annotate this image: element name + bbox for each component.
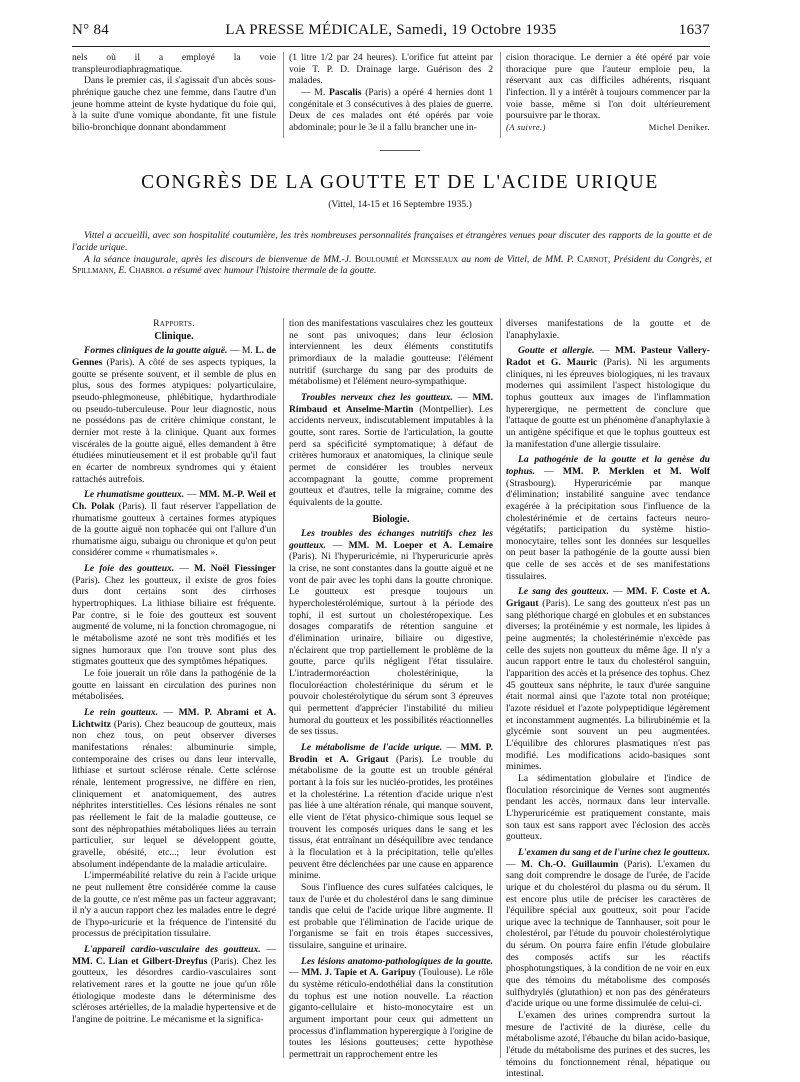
paragraph: nels où il a employé la voie transpleurodiaphragmatique. [72, 52, 276, 75]
paragraph: Le foie jouerait un rôle dans la pathogénie de la goutte en laissant en circulation des purines non métabolisées. [72, 668, 276, 703]
text-run: A la séance inaugurale, après les discours de bienvenue de MM.-J. [84, 253, 355, 265]
report-text: (Strasbourg). Hyperuricémie par manque d'élimination; instabilité sanguine avec tendance exagérée à la précipitation sous l'influence de la cholestérinémie et de certains facteurs neuro-végétatifs; participation du système histio-monocytaire, telles sont les données sur lesquelles on peut baser la pathogénie de la goutte aussi bien que celle de ses accès et de ses manifestations tissulaires. [506, 477, 710, 582]
person-name: Spillmann [72, 265, 114, 277]
text-run: — M. [301, 86, 329, 98]
report-heading: Formes cliniques de la goutte aiguë. [84, 345, 228, 357]
paragraph: Le métabolisme de l'acide urique. — MM. P. Brodin et A. Grigaut (Paris). Le trouble du métabolisme de la goutte est un trouble général portant à la fois sur les nucléo-protides, les protéines et la cholestérine. La rétention d'acide urique n'est pas liée à une altération rénale, qui manque souvent, elle vient de l'état physico-chimique sous lequel se trouvent les composés uriques dans le sang et les tissus, état entraînant un déséquilibre avec tendance à la floculation et à la précipitation, telle qu'elles peuvent être déclenchées par une cause en apparence minime. [289, 741, 494, 882]
paragraph: tion des manifestations vasculaires chez les goutteux ne sont pas univoques; dans leur éclosion interviennent les deux éléments constitutifs primordiaux de la maladie goutteuse: l'élément nutritif (surcharge du sang par des produits de métabolisme) et l'élément neuro-sympathique. [289, 318, 493, 388]
paragraph: Dans le premier cas, il s'agissait d'un abcès sous-phrénique gauche chez une femme, dans l'autre d'un jeune homme atteint de kyste hydatique du foie qui, à la suite d'une vomique abondante, fit une fistule bilio-bronchique donnant abondamment [72, 75, 276, 133]
author-name: L. de Gennes [72, 345, 276, 368]
person-name: Carnot [577, 253, 608, 265]
report-heading: L'appareil cardio-vasculaire des goutteux. [84, 944, 261, 956]
report-heading: Troubles nerveux chez les goutteux. [301, 391, 453, 403]
paragraph: Les troubles des échanges nutritifs chez les goutteux. — MM. M. Loeper et A. Lemaire (Paris). Ni l'hyperuricémie, ni l'hyperuricurie après la crise, ne sont constantes dans la goutte aiguë et ne vont de pair avec les tophi dans la goutte chronique. Le goutteux est presque toujours un hypercholestérolémique, surtout à la période des tophi, il est surtout un cholestéropexique. Les dosages comparatifs de rétention sanguine et d'élimination urinaire, biliaire ou digestive, n'éclairent que trop partiellement le problème de la goutte, parce qu'ils négligent l'état tissulaire. L'intradermoréaction cholestérinique, la floculoréaction cholestérinique du sérum et le pouvoir cholestérolytique du sérum sont 3 épreuves qui permettent d'apprécier l'instabilité du milieu humoral du goutteux et les possibilités réactionnelles de ses tissus. [289, 528, 493, 738]
to-be-continued: (A suivre.) [506, 121, 546, 132]
author-name: MM. C. Lian et Gilbert-Dreyfus [72, 955, 208, 967]
report-text: (Paris). Chez les goutteux, les désordres cardio-vasculaires sont relativement rares et la goutte ne joue qu'un rôle étiologique modeste dans le déterminisme des scléroses artérielles, de la maladie hypertensive et de l'angine de poitrine. Le mécanisme et la significa- [72, 955, 276, 1026]
report-heading: Les troubles des échanges nutritifs chez les goutteux. [289, 528, 493, 551]
text-run: , E. [113, 265, 129, 277]
report-text: (Paris). Ni l'hyperuricémie, ni l'hyperuricurie après la crise, ne sont constantes dans la goutte aiguë et ne vont de pair avec les tophi dans la goutte chronique. Le goutteux est presque toujours un hypercholestérolémique, surtout à la période des tophi, il est surtout un cholestéropexique. Les dosages comparatifs de rétention sanguine et d'élimination urinaire, biliaire ou digestive, n'éclairent que trop partiellement le problème de la goutte, parce qu'ils négligent l'état tissulaire. L'intradermoréaction cholestérinique, la floculoréaction cholestérinique du sérum et le pouvoir cholestérolytique du sérum sont 3 épreuves qui permettent d'apprécier l'instabilité du milieu humoral du goutteux et les possibilités réactionnelles de ses tissus. [289, 551, 493, 738]
report-text: (Paris). A côté de ses aspects typiques, la goutte se présente souvent, et il semble de plus en plus, sous des formes atypiques: polyarticulaire, pseudo-phlegmoneuse, phlébitique, hydarthrodiale ou pseudo-tuberculeuse. Pour leur diagnostic, nous ne possédons pas de critère chimique constant, le dernier mot reste à la clinique. Quant aux formes viscérales de la goutte aiguë, elles demandent à être étudiées minutieusement et il est probable qu'il faut en écarter de nombreux syndromes qui y étaient rattachés autrefois. [72, 356, 276, 485]
section-heading-clinique: Clinique. [154, 330, 194, 342]
column-divider [283, 318, 284, 1058]
report-text: (Paris). Chez les goutteux, il existe de gros foies durs dont certains sont des cirrhoses hypertrophiques. La lithiase biliaire est fréquente. Par contre, si le foie des goutteux est souvent augmenté de volume, ni la fonction chromagogue, ni le métabolisme azoté ne sont très modifiés et les signes humoraux que l'on trouve sont plus des stigmates goutteux que des symptômes hépatiques. [72, 574, 276, 668]
article-title: CONGRÈS DE LA GOUTTE ET DE L'ACIDE URIQUE [141, 172, 659, 193]
report-heading: Le foie des goutteux. [84, 563, 175, 575]
main-column-1 [72, 318, 276, 1026]
paragraph: Le rein goutteux. — MM. P. Abrami et A. Lichtwitz (Paris). Chez beaucoup de goutteux, mais non chez tous, on peut observer diverses manifestations rénales: albuminurie simple, contemporaine des crises ou dans leur intervalle, lithiase et surtout sclérose rénale. Cette sclérose rénale, lentement progressive, ne diffère en rien, cliniquement et anatomiquement, des autres néphrites interstitielles. Ces lésions rénales ne sont pas réellement le fait de la maladie goutteuse, ce sont des néphropathies métaboliques liées au terrain particulier, sur lequel se développent goutte, gravelle, obésité, etc...; leur évolution est absolument indépendante de la maladie articulaire. [72, 707, 276, 870]
author-signature: Michel Deniker. [648, 121, 710, 132]
paragraph [289, 87, 493, 134]
paragraph: Formes cliniques de la goutte aiguë. — M. L. de Gennes (Paris). A côté de ses aspects typiques, la goutte se présente souvent, et il semble de plus en plus, sous des formes atypiques: polyarticulaire, pseudo-phlegmoneuse, phlébitique, hydarthrodiale ou pseudo-tuberculeuse. Pour leur diagnostic, nous ne possédons pas de critère chimique constant, le dernier mot reste à la clinique. Quant aux formes viscérales de la goutte aiguë, elles demandent à être étudiées minutieusement et il est probable qu'il faut en écarter de nombreux syndromes qui y étaient rattachés autrefois. [72, 345, 276, 485]
journal-title: LA PRESSE MÉDICALE, Samedi, 19 Octobre 1935 [225, 22, 557, 38]
text-run: et [398, 253, 413, 265]
paragraph: Troubles nerveux chez les goutteux. — MM. Rimbaud et Anselme-Martin (Montpellier). Les accidents nerveux, indiscutablement imputables à la goutte, sont rares. Sortie de l'articulation, la goutte perd sa spécificité symptomatique; à défaut de critères humoraux et anatomiques, la clinique seule permet de considérer les troubles nerveux accompagnant la goutte, comme proprement goutteux et d'autres, telle la migraine, comme des équivalents de la goutte. [289, 391, 494, 508]
person-name: Bouloumié [354, 253, 399, 265]
author-name: MM. F. Coste et A. Grigaut [506, 586, 710, 610]
signature-line [506, 122, 710, 134]
paragraph: Sous l'influence des cures sulfatées calciques, le taux de l'urée et du cholestérol dans le sang diminue tandis que celui de l'acide urique libre augmente. Il est probable que l'élimination de l'acide urique de l'organisme se fait en trois étapes successives, tissulaire, sanguine et urinaire. [289, 881, 493, 952]
paragraph: Le rhumatisme goutteux. — MM. M.-P. Weil et Ch. Polak (Paris). Il faut réserver l'appellation de rhumatisme goutteux à certaines formes atypiques de la goutte aiguë non tophacée qui ont l'allure d'un rhumatisme aigu, subaigu ou chronique et qu'on peut considérer comme « rhumatismales ». [72, 489, 276, 559]
paragraph: diverses manifestations de la goutte et de l'anaphylaxie. [506, 318, 710, 341]
report-heading: Le métabolisme de l'acide urique. [301, 741, 443, 753]
report-text: (Paris). Il faut réserver l'appellation de rhumatisme goutteux à certaines formes atypiques de la goutte aiguë non tophacée qui ont l'allure d'un rhumatisme aigu, subaigu ou chronique et qu'on peut considérer comme « rhumatismales ». [72, 500, 276, 559]
paragraph: Le sang des goutteux. — MM. F. Coste et A. Grigaut (Paris). Le sang des goutteux n'est pas un sang pléthorique chargé en globules et en substances diverses; la protéinémie y est normale, les lipides à peine augmentés; la cholestérinémie n'excède pas celle des sujets non goutteux du même âge. Il n'y a aucun rapport entre le taux du cholestérol sanguin, l'apparition des accès et la présence des tophus. Chez 45 goutteux sans néphrite, le taux d'urée sanguine était normal ainsi que l'azote total non protéique; l'azote résiduel et l'azote polypeptidique légèrement et inconstamment augmentés. La bilirubinémie et la glycémie sont souvent un peu augmentées. L'équilibre des chlorures plasmatiques n'est pas modifié. Les modifications acido-basiques sont minimes. [506, 586, 710, 773]
author-name: MM. M.-P. Weil et Ch. Polak [72, 489, 276, 512]
report-heading: Le sang des goutteux. [518, 586, 609, 598]
text-run: , Président du Congrès, et [607, 253, 712, 265]
section-separator [380, 150, 420, 151]
author-name: MM. P. Brodin et A. Grigaut [289, 741, 493, 765]
section-heading-rapports: Rapports. [153, 318, 195, 329]
author-name: M. Noël Fiessinger [194, 563, 277, 575]
author-name: MM. P. Merklen et M. Wolf [562, 465, 711, 477]
text-run: (Paris) a opéré 4 hernies dont 1 congénitale et 3 consécutives à des plaies de guerre. Deux de ces malades ont été opérés par voie abdominale; pour le 3e il a fallu brancher une in- [289, 86, 493, 133]
report-heading: Goutte et allergie. [518, 345, 595, 357]
column-divider [500, 318, 501, 1058]
top-column-1 [72, 52, 276, 134]
report-text: (Toulouse). Le rôle du système réticulo-endothélial dans la constitution du tophus est une notion nouvelle. La réaction giganto-cellulaire et histo-monocytaire est un argument important pour ceux qui admettent un processus d'inflammation hyperergique à l'origine de toutes les lésions goutteuses; cette hypothèse permettrait un rapprochement entre les [289, 967, 494, 1061]
issue-number: N° 84 [72, 22, 110, 38]
intro-paragraph [72, 254, 712, 278]
report-heading: Les lésions anatomo-pathologiques de la goutte. [301, 955, 493, 967]
report-text: (Paris). Chez beaucoup de goutteux, mais non chez tous, on peut observer diverses manifestations rénales: albuminurie simple, contemporaine des crises ou dans leur intervalle, lithiase et surtout sclérose rénale. Cette sclérose rénale, lentement progressive, ne diffère en rien, cliniquement et anatomiquement, des autres néphrites interstitielles. Ces lésions rénales ne sont pas réellement le fait de la maladie goutteuse, ce sont des néphropathies métaboliques liées au terrain particulier, sur lequel se développent goutte, gravelle, obésité, etc...; leur évolution est absolument indépendante de la maladie articulaire. [72, 718, 276, 870]
report-text: (Montpellier). Les accidents nerveux, indiscutablement imputables à la goutte, sont rares. Sortie de l'articulation, la goutte perd sa spécificité symptomatique; à défaut de critères humoraux et anatomiques, la clinique seule permet de considérer les troubles nerveux accompagnant la goutte, comme proprement goutteux et d'autres, telle la migraine, comme des équivalents de la goutte. [289, 403, 493, 508]
main-column-2 [289, 318, 493, 1061]
paragraph: La pathogénie de la goutte et la genèse du tophus. — MM. P. Merklen et M. Wolf (Strasbourg). Hyperuricémie par manque d'élimination; instabilité sanguine avec tendance exagérée à la précipitation sous l'influence de la cholestérinémie et de certains facteurs neuro-végétatifs; participation du système histio-monocytaire, telles sont les données sur lesquelles on peut baser la pathogénie de la goutte aussi bien que celle de ses accès et de ses manifestations tissulaires. [506, 454, 711, 582]
author-name: M. Ch.-O. Guillaumin [521, 858, 619, 870]
author-name: MM. P. Abrami et A. Lichtwitz [72, 707, 276, 730]
report-heading: Le rein goutteux. [84, 707, 159, 718]
paragraph: Les lésions anatomo-pathologiques de la goutte. — MM. J. Tapie et A. Garipuy (Toulouse). Le rôle du système réticulo-endothélial dans la constitution du tophus est une notion nouvelle. La réaction giganto-cellulaire et histo-monocytaire est un argument important pour ceux qui admettent un processus d'inflammation hyperergique à l'origine de toutes les lésions goutteuses; cette hypothèse permettrait un rapprochement entre les [289, 955, 494, 1061]
column-divider [500, 52, 501, 138]
intro-paragraph: Vittel a accueilli, avec son hospitalité coutumière, les très nombreuses personnalités françaises et étrangères venues pour discuter des rapports de la goutte et de l'acide urique. [72, 230, 712, 253]
paragraph: cision thoracique. Le dernier a été opéré par voie thoracique pure que l'auteur emploie peu, la réservant aux cas difficiles adhérents, risquant l'infection. Il y a intérêt à toujours commencer par la voie basse, même si l'on doit ultérieurement poursuivre par le thorax. [506, 52, 710, 122]
author-name: Pascalis [328, 86, 362, 98]
paragraph: La sédimentation globulaire et l'indice de floculation résorcinique de Vernes sont augmentés pendant les accès, normaux dans leur intervalle. L'hyperuricémie est pratiquement constante, mais son taux est sans rapport avec l'éclosion des accès goutteux. [506, 772, 710, 843]
report-text: (Paris). Le sang des goutteux n'est pas un sang pléthorique chargé en globules et en substances diverses; la protéinémie y est normale, les lipides à peine augmentés; la cholestérinémie n'excède pas celle des sujets non goutteux du même âge. Il n'y a aucun rapport entre le taux du cholestérol sanguin, l'apparition des accès et la présence des tophus. Chez 45 goutteux sans néphrite, le taux d'urée sanguine était normal ainsi que l'azote total non protéique; l'azote résiduel et l'azote polypeptidique légèrement et inconstamment augmentés. La bilirubinémie et la glycémie sont souvent un peu augmentées. L'équilibre des chlorures plasmatiques n'est pas modifié. Les modifications acido-basiques sont minimes. [506, 598, 710, 773]
text-run: au nom de Vittel, de MM. P. [458, 253, 578, 265]
article-subtitle: (Vittel, 14-15 et 16 Septembre 1935.) [328, 199, 472, 210]
paragraph: L'examen du sang et de l'urine chez le goutteux. — M. Ch.-O. Guillaumin (Paris). L'examen du sang doit comprendre le dosage de l'urée, de l'acide urique et du cholestérol du plasma ou du sérum. Il est encore plus utile de préciser les caractères de l'équilibre spécial aux goutteux, soit pour l'acide urique avec la technique de Tannhauser, soit pour le cholestérol, par l'étude du pouvoir cholestérolytique du sérum. On pourra faire enfin l'étude globulaire des composés actifs sur les réactifs phosphotungstiques, à la condition de ne voir en eux que des témoins du métabolisme des composés sulfhydrylés (glutathion) et non pas des générateurs d'acide urique ou une forme dissimulée de celui-ci. [506, 846, 711, 1010]
paragraph: L'examen des urines comprendra surtout la mesure de l'activité de la diurèse, celle du métabolisme azoté, l'ébauche du bilan acido-basique, l'étude du métabolisme des purines et des sucres, les témoins du fonctionnement rénal, hépatique ou intestinal. [506, 1010, 710, 1080]
section-heading-biologie: Biologie. [372, 513, 410, 525]
top-column-3 [506, 52, 710, 134]
report-heading: Le rhumatisme goutteux. [84, 489, 185, 501]
article-intro [72, 230, 712, 277]
report-text: (Paris). L'examen du sang doit comprendre le dosage de l'urée, de l'acide urique et du cholestérol du plasma ou du sérum. Il est encore plus utile de préciser les caractères de l'équilibre spécial aux goutteux, soit pour l'acide urique avec la technique de Tannhauser, soit pour le cholestérol, par l'étude du pouvoir cholestérolytique du sérum. On pourra faire enfin l'étude globulaire des composés actifs sur les réactifs phosphotungstiques, à la condition de ne voir en eux que des témoins du métabolisme des composés sulfhydrylés (glutathion) et non pas des générateurs d'acide urique ou une forme dissimulée de celui-ci. [506, 858, 711, 1010]
report-heading: La pathogénie de la goutte et la genèse du tophus. [506, 454, 710, 477]
paragraph: Le foie des goutteux. — M. Noël Fiessinger (Paris). Chez les goutteux, il existe de gros foies durs dont certains sont des cirrhoses hypertrophiques. La lithiase biliaire est fréquente. Par contre, si le foie des goutteux est souvent augmenté de volume, ni la fonction chromagogue, ni le métabolisme azoté ne sont très modifiés et les signes humoraux que l'on trouve sont plus des stigmates goutteux que des symptômes hépatiques. [72, 563, 277, 668]
paragraph: L'imperméabilité relative du rein à l'acide urique ne peut nullement être considérée comme la cause de la goutte, ce n'est même pas un facteur aggravant; il n'y a aucun rapport chez les malades entre le degré de l'hypo-uricurie et la fréquence de l'intensité du processus de précipitation tissulaire. [72, 870, 276, 940]
column-divider [283, 52, 284, 138]
page-number: 1637 [678, 22, 710, 38]
author-name: MM. J. Tapie et A. Garipuy [301, 967, 416, 979]
main-column-3 [506, 318, 710, 1080]
paragraph: L'appareil cardio-vasculaire des goutteux. — MM. C. Lian et Gilbert-Dreyfus (Paris). Chez les goutteux, les désordres cardio-vasculaires sont relativement rares et la goutte ne joue qu'un rôle étiologique modeste dans le déterminisme des scléroses artérielles, de la maladie hypertensive et de l'angine de poitrine. Le mécanisme et la significa- [72, 944, 276, 1026]
report-heading: L'examen du sang et de l'urine chez le goutteux. [518, 846, 710, 858]
author-name: MM. M. Loeper et A. Lemaire [348, 539, 493, 551]
person-name: Monsseaux [412, 253, 459, 265]
report-text: (Paris). Le trouble du métabolisme de la goutte est un trouble général portant à la fois sur les nucléo-protides, les protéines et la cholestérine. La rétention d'acide urique n'est pas liée à une altération rénale, qui manque souvent, elle vient de l'état physico-chimique sous lequel se trouvent les composés uriques dans le sang et les tissus, état entraînant un déséquilibre avec tendance à la floculation et à la précipitation, telle qu'elles peuvent être déclenchées par une cause en apparence minime. [289, 753, 494, 882]
author-name: MM. Pasteur Vallery-Radot et G. Mauric [506, 345, 710, 368]
header-rule [72, 46, 710, 47]
top-column-2 [289, 52, 493, 134]
person-name: Chabrol [128, 265, 165, 277]
paragraph: (1 litre 1/2 par 24 heures). L'orifice fut atteint par voie T. P. D. Drainage large. Guérison des 2 malades. [289, 52, 493, 87]
report-text: (Paris). Ni les arguments cliniques, ni les épreuves biologiques, ni les travaux modernes qui assimilent l'aspect histologique du tophus goutteux aux images de l'inflammation hyperergique, ne permettent de conclure que l'attaque de goutte est un phénomène d'anaphylaxie à un antigène spécifique et que le tophus goutteux est la manifestation d'une allergie tissulaire. [506, 356, 710, 450]
page-header [72, 22, 710, 46]
text-run: a résumé avec humour l'histoire thermale de la goutte. [164, 265, 377, 277]
author-name: MM. Rimbaud et Anselme-Martin [289, 391, 494, 415]
paragraph: Goutte et allergie. — MM. Pasteur Vallery-Radot et G. Mauric (Paris). Ni les arguments cliniques, ni les épreuves biologiques, ni les travaux modernes qui assimilent l'aspect histologique du tophus goutteux aux images de l'inflammation hyperergique, ne permettent de conclure que l'attaque de goutte est un phénomène d'anaphylaxie à un antigène spécifique et que le tophus goutteux est la manifestation d'une allergie tissulaire. [506, 345, 710, 450]
